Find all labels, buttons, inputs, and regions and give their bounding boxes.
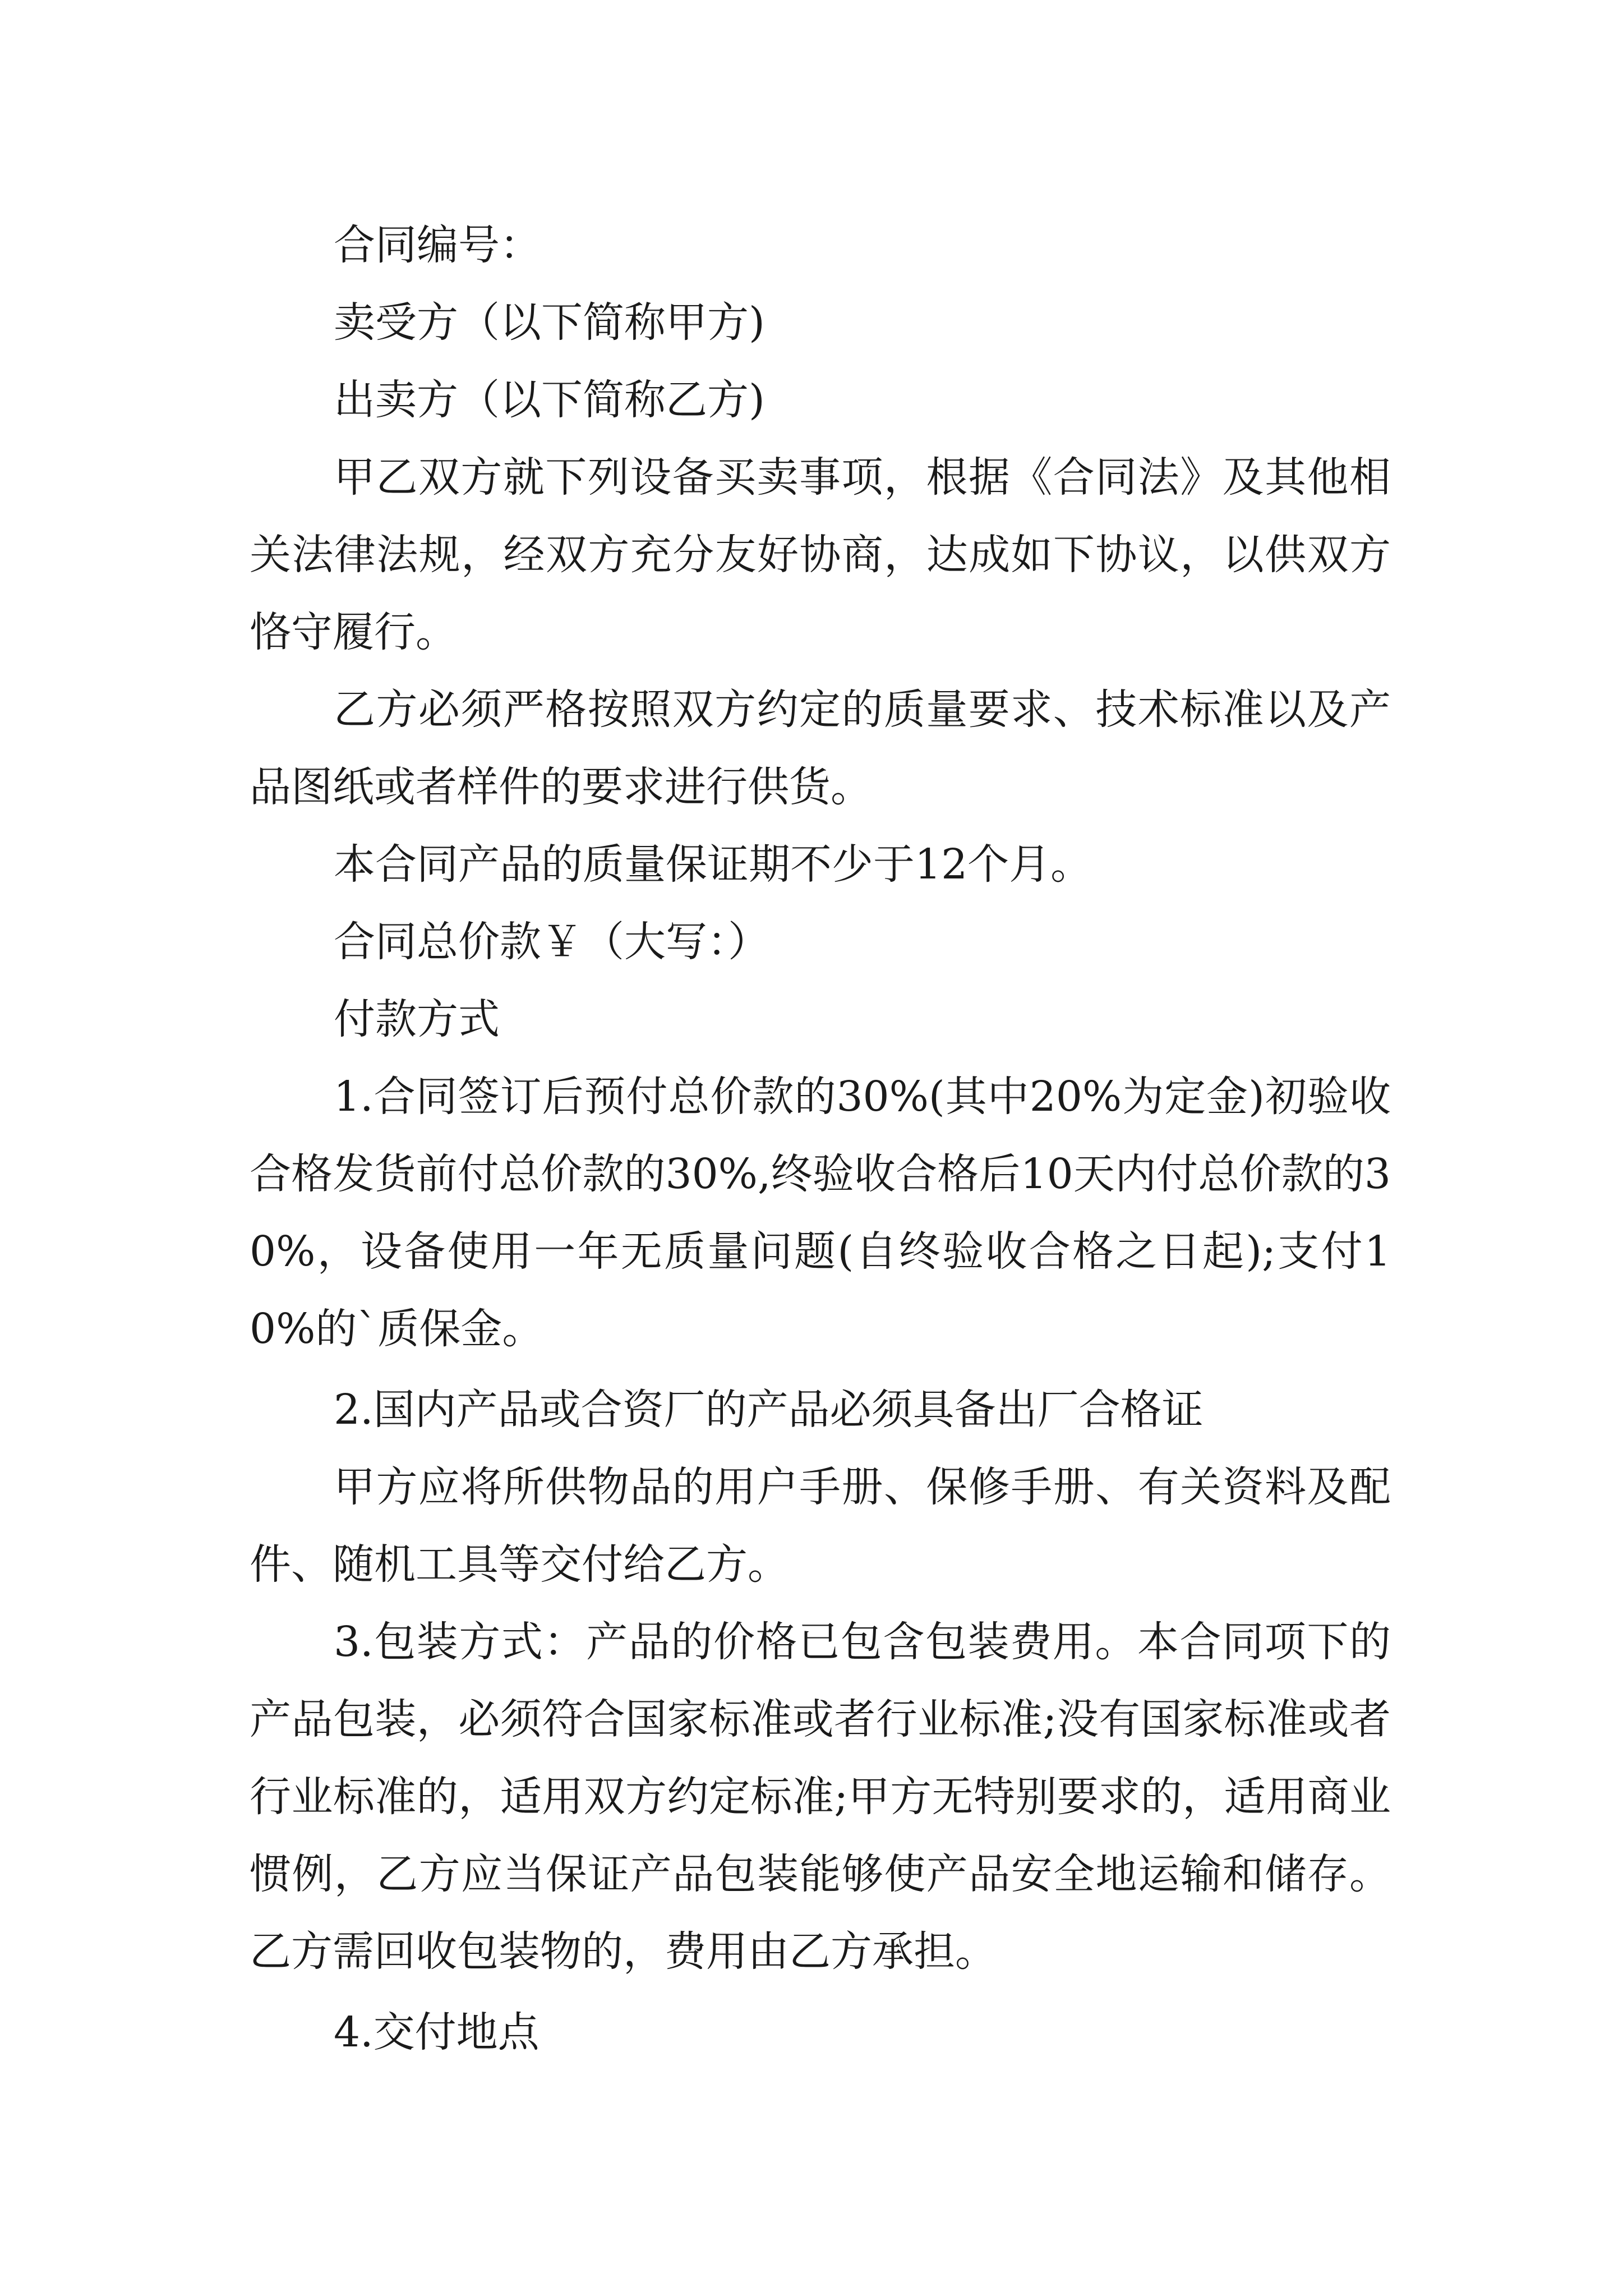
agreement-preamble: 甲乙双方就下列设备买卖事项，根据《合同法》及其他相关法律法规，经双方充分友好协商，达成如下协议，以供双方恪守履行。 bbox=[250, 453, 1391, 656]
packaging-paragraph: 3.包装方式：产品的价格已包含包装费用。本合同项下的产品包装，必须符合国家标准或者行业标准;没有国家标准或者行业标准的，适用双方约定标准;甲方无特别要求的，适用商业惯例，乙方应当保证产品包装能够使产品安全地运输和储存。乙方需回收包装物的，费用由乙方承担。 bbox=[250, 1618, 1391, 1976]
contract-number-line: 合同编号： bbox=[334, 221, 541, 269]
delivery-location-heading: 4.交付地点 bbox=[334, 2008, 540, 2056]
quality-requirement-paragraph: 乙方必须严格按照双方约定的质量要求、技术标准以及产品图纸或者样件的要求进行供货。 bbox=[250, 685, 1391, 811]
buyer-line: 卖受方（以下简称甲方) bbox=[334, 298, 765, 347]
certificate-requirement-paragraph: 2.国内产品或合资厂的产品必须具备出厂合格证 bbox=[334, 1386, 1204, 1434]
payment-terms-paragraph: 1.合同签订后预付总价款的30%(其中20%为定金)初验收合格发货前付总价款的30%,终验收合格后10天内付总价款的30%，设备使用一年无质量问题(自终验收合格之日起);支付10%的`质保金。 bbox=[250, 1073, 1391, 1353]
seller-line: 出卖方（以下简称乙方) bbox=[334, 376, 765, 424]
payment-method-heading: 付款方式 bbox=[334, 995, 500, 1043]
warranty-period-paragraph: 本合同产品的质量保证期不少于12个月。 bbox=[334, 840, 1092, 889]
total-price-line: 合同总价款￥（大写：） bbox=[334, 918, 769, 966]
document-body bbox=[250, 206, 1391, 2071]
documentation-delivery-paragraph: 甲方应将所供物品的用户手册、保修手册、有关资料及配件、随机工具等交付给乙方。 bbox=[250, 1463, 1391, 1589]
